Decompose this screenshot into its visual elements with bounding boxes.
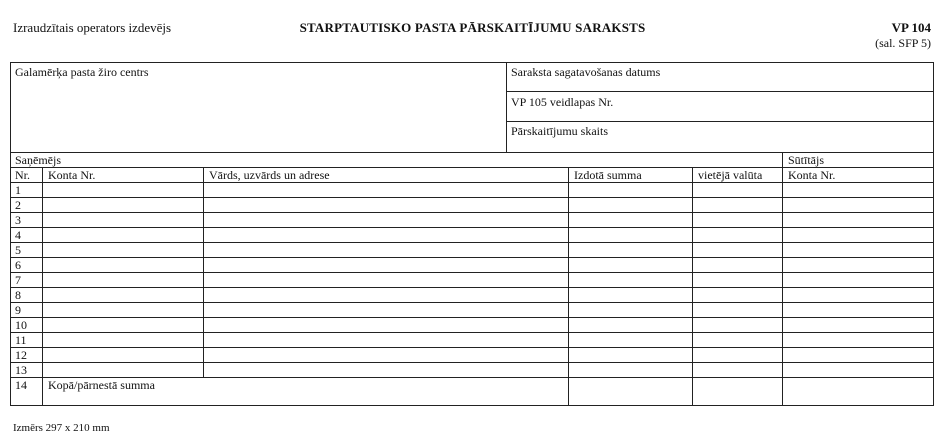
- table-row: [11, 242, 934, 243]
- row-number: 10: [15, 318, 27, 332]
- table-row: [11, 197, 934, 198]
- row-number: 9: [15, 303, 21, 317]
- top-divider-vertical: [506, 63, 507, 152]
- table-row: [11, 362, 934, 363]
- page-size-note: Izmērs 297 x 210 mm: [13, 422, 110, 434]
- col-header-amount-issued: Izdotā summa: [574, 168, 642, 182]
- col-header-local-currency: vietējā valūta: [698, 168, 763, 182]
- col-divider-name: [568, 167, 569, 406]
- col-divider-nr: [42, 167, 43, 406]
- top-divider-2: [506, 121, 934, 122]
- col-header-sender-account: Konta Nr.: [788, 168, 836, 182]
- form-title: STARPTAUTISKO PASTA PĀRSKAITĪJUMU SARAKSTS: [299, 20, 646, 35]
- issuer-label: Izraudzītais operators izdevējs: [13, 20, 172, 35]
- row-number: 7: [15, 273, 21, 287]
- row-number: 3: [15, 213, 21, 227]
- form-code: VP 104: [891, 20, 931, 35]
- row-number: 11: [15, 333, 27, 347]
- table-row: [11, 332, 934, 333]
- row-number: 8: [15, 288, 21, 302]
- row-number: 4: [15, 228, 21, 242]
- table-row: [11, 287, 934, 288]
- row-number: 12: [15, 348, 27, 362]
- receiver-group-header: Saņēmējs: [15, 153, 61, 167]
- table-row: [11, 272, 934, 273]
- transfer-list-form: [10, 62, 934, 406]
- col-divider-account: [203, 167, 204, 377]
- row-number: 6: [15, 258, 21, 272]
- col-header-nr: Nr.: [15, 168, 30, 182]
- total-row-label: Kopā/pārnestā summa: [48, 378, 155, 392]
- table-row: [11, 317, 934, 318]
- table-row: [11, 227, 934, 228]
- total-row-number: 14: [15, 378, 27, 392]
- row-number: 1: [15, 183, 21, 197]
- row-number: 5: [15, 243, 21, 257]
- col-header-name-address: Vārds, uzvārds un adrese: [209, 168, 330, 182]
- destination-center-field[interactable]: Galamērķa pasta žiro centrs: [15, 65, 149, 79]
- col-divider-currency: [782, 152, 783, 406]
- col-divider-amount: [692, 167, 693, 406]
- table-row: [11, 212, 934, 213]
- top-divider-1: [506, 91, 934, 92]
- form-number-field[interactable]: VP 105 veidlapas Nr.: [511, 95, 614, 109]
- col-header-account: Konta Nr.: [48, 168, 96, 182]
- row-number: 2: [15, 198, 21, 212]
- transfer-count-field[interactable]: Pārskaitījumu skaits: [511, 124, 608, 138]
- row-number: 13: [15, 363, 27, 377]
- form-subcode: (sal. SFP 5): [875, 36, 931, 50]
- sender-group-header: Sūtītājs: [788, 153, 825, 167]
- table-row: [11, 257, 934, 258]
- table-row: [11, 302, 934, 303]
- table-row: [11, 347, 934, 348]
- list-date-field[interactable]: Saraksta sagatavošanas datums: [511, 65, 661, 79]
- table-row: [11, 182, 934, 183]
